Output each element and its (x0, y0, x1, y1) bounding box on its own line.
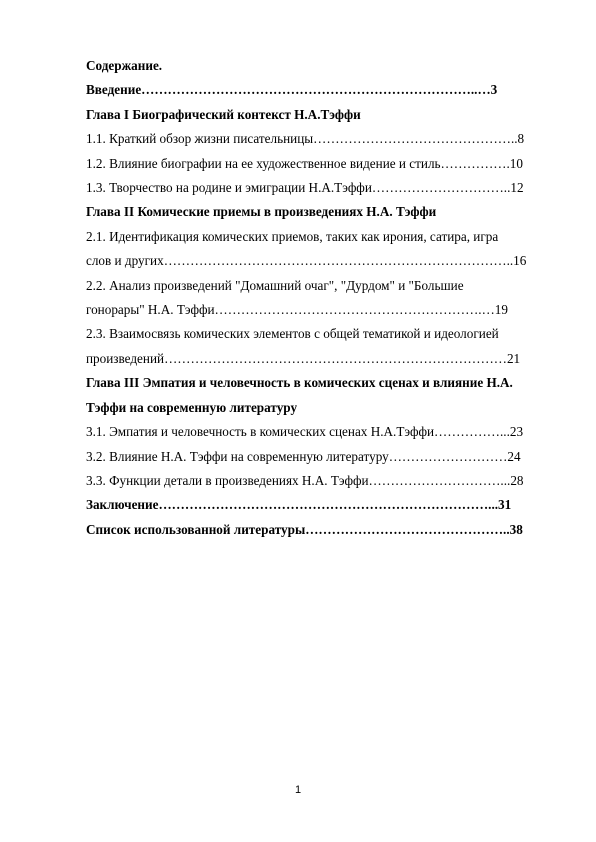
toc-entry: Глава II Комические приемы в произведениях Н.А. Тэффи (86, 204, 437, 220)
toc-entry: Глава III Эмпатия и человечность в комических сценах и влияние Н.А. (86, 375, 513, 391)
toc-entry: 2.2. Анализ произведений "Домашний очаг", "Дурдом" и "Большие (86, 277, 464, 293)
toc-entry: гонорары" Н.А. Тэффи…………………………………………………….…19 (86, 302, 508, 318)
toc-entry: Введение…………………………………………………………………..…3 (86, 82, 498, 98)
toc-entry: Тэффи на современную литературу (86, 399, 298, 415)
toc-entry: слов и других……………………………………………………………………..16 (86, 253, 527, 269)
toc-heading: Содержание. (86, 58, 163, 73)
toc-entry: 1.3. Творчество на родине и эмиграции Н.А.Тэффи…………………………..12 (86, 180, 524, 196)
table-of-contents (86, 54, 550, 542)
toc-entry: Глава I Биографический контекст Н.А.Тэффи (86, 106, 361, 122)
toc-lines (86, 78, 550, 542)
toc-entry: 1.2. Влияние биографии на ее художественное видение и стиль…………….10 (86, 155, 523, 171)
page-number: 1 (294, 784, 302, 796)
toc-entry: 2.1. Идентификация комических приемов, таких как ирония, сатира, игра (86, 228, 499, 244)
toc-entry: 2.3. Взаимосвязь комических элементов с общей тематикой и идеологией (86, 326, 499, 342)
toc-entry: Список использованной литературы………………………………………..38 (86, 521, 523, 537)
toc-entry: произведений……………………………………………………………………21 (86, 350, 521, 366)
toc-entry: 1.1. Краткий обзор жизни писательницы………………………………………..8 (86, 131, 525, 147)
toc-entry: 3.1. Эмпатия и человечность в комических сценах Н.А.Тэффи……………...23 (86, 424, 524, 440)
toc-entry: Заключение…………………………………………………………………...31 (86, 497, 512, 513)
toc-entry: 3.2. Влияние Н.А. Тэффи на современную литературу………………………24 (86, 448, 521, 464)
toc-entry: 3.3. Функции детали в произведениях Н.А. Тэффи…………………………...28 (86, 472, 524, 488)
